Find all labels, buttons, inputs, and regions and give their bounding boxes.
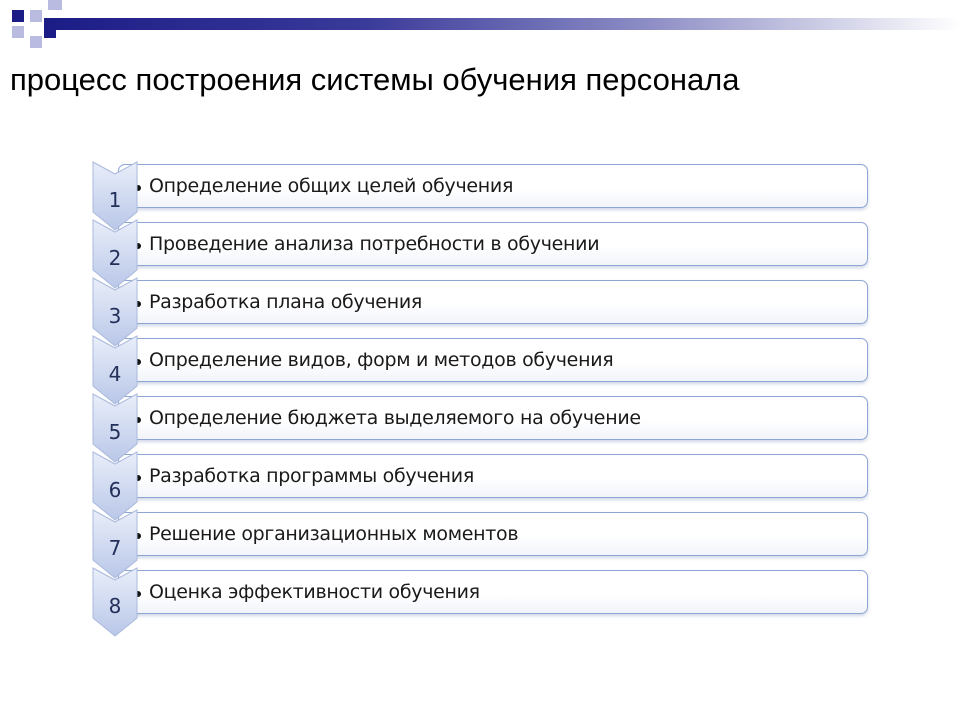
step-number: 4	[108, 362, 122, 386]
step-number: 1	[108, 188, 122, 212]
step-box	[118, 222, 868, 266]
step-label: Проведение анализа потребности в обучении	[149, 233, 600, 255]
step-box	[118, 338, 868, 382]
step-number: 3	[108, 304, 122, 328]
step-label: Оценка эффективности обучения	[149, 581, 480, 603]
step-box	[118, 454, 868, 498]
step-box	[118, 396, 868, 440]
step-label: Разработка плана обучения	[149, 291, 422, 313]
step-box	[118, 512, 868, 556]
step-number: 6	[108, 478, 122, 502]
step-number: 2	[108, 246, 122, 270]
step-label: Решение организационных моментов	[149, 523, 519, 545]
step-label: Определение общих целей обучения	[149, 175, 514, 197]
step-number: 7	[108, 536, 122, 560]
step-box	[118, 570, 868, 614]
page-title: процесс построения системы обучения персонала	[10, 62, 740, 97]
step-box	[118, 164, 868, 208]
step-number: 5	[108, 420, 122, 444]
step-number: 8	[108, 594, 122, 618]
step-label: Разработка программы обучения	[149, 465, 474, 487]
step-label: Определение видов, форм и методов обучения	[149, 349, 614, 371]
step-label: Определение бюджета выделяемого на обучение	[149, 407, 641, 429]
step-box	[118, 280, 868, 324]
